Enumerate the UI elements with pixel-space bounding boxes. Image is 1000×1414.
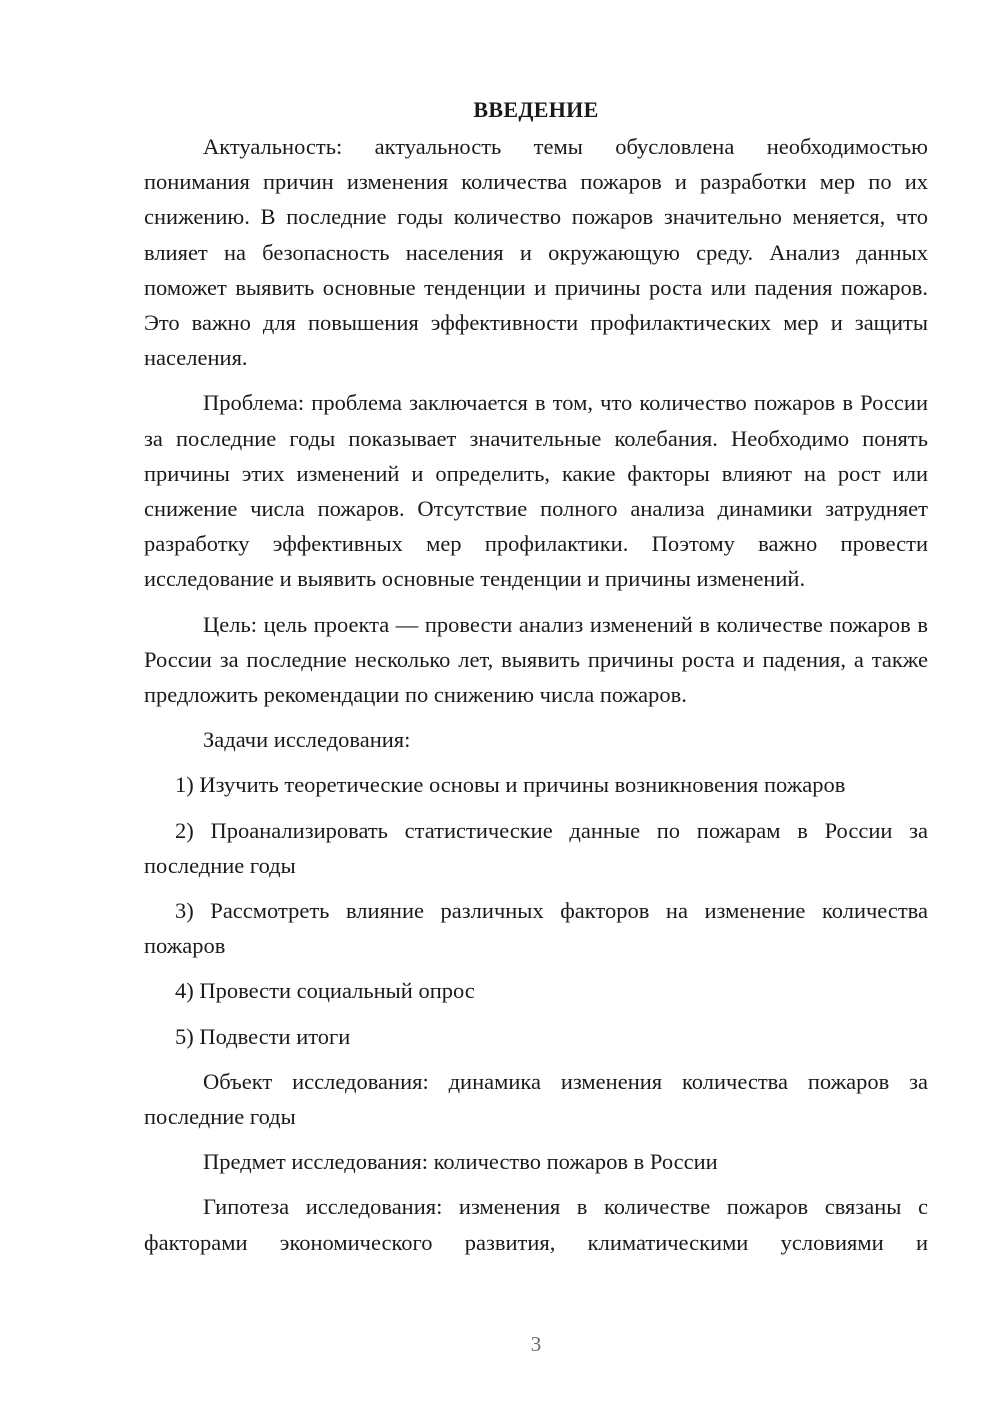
goal-paragraph: Цель: цель проекта — провести анализ изменений в количестве пожаров в России за последние несколько лет, выявить причины роста и падения, а также предложить рекомендации по снижению числа пожаров. — [144, 611, 928, 708]
problem-paragraph: Проблема: проблема заключается в том, что количество пожаров в России за последние годы показывает значительные колебания. Необходимо понять причины этих изменений и определить, какие факторы влияют на рост или снижение числа пожаров. Отсутствие полного анализа динамики затрудняет разработку эффективных мер профилактики. Поэтому важно провести исследование и выявить основные тенденции и причины изменений. — [144, 390, 928, 592]
task-item: 2) Проанализировать статистические данные по пожарам в России за последние годы — [144, 817, 928, 878]
task-item: 4) Провести социальный опрос — [175, 978, 475, 1004]
document-page — [144, 92, 928, 1270]
subject-paragraph: Предмет исследования: количество пожаров в России — [203, 1149, 718, 1175]
task-item: 1) Изучить теоретические основы и причины возникновения пожаров — [175, 772, 846, 798]
document-heading: ВВЕДЕНИЕ — [473, 97, 599, 122]
tasks-list — [144, 767, 928, 1053]
task-item: 3) Рассмотреть влияние различных факторов на изменение количества пожаров — [144, 898, 928, 959]
task-item: 5) Подвести итоги — [175, 1023, 351, 1049]
relevance-paragraph: Актуальность: актуальность темы обусловлена необходимостью понимания причин изменения количества пожаров и разработки мер по их снижению. В последние годы количество пожаров значительно меняется, что влияет на безопасность населения и окружающую среду. Анализ данных поможет выявить основные тенденции и причины роста или падения пожаров. Это важно для повышения эффективности профилактических мер и защиты населения. — [144, 134, 928, 371]
object-paragraph: Объект исследования: динамика изменения количества пожаров за последние годы — [144, 1068, 928, 1130]
tasks-intro: Задачи исследования: — [203, 727, 411, 753]
page-number: 3 — [530, 1332, 542, 1356]
hypothesis-paragraph: Гипотеза исследования: изменения в количестве пожаров связаны с факторами экономического развития, климатическими условиями и — [144, 1194, 928, 1255]
